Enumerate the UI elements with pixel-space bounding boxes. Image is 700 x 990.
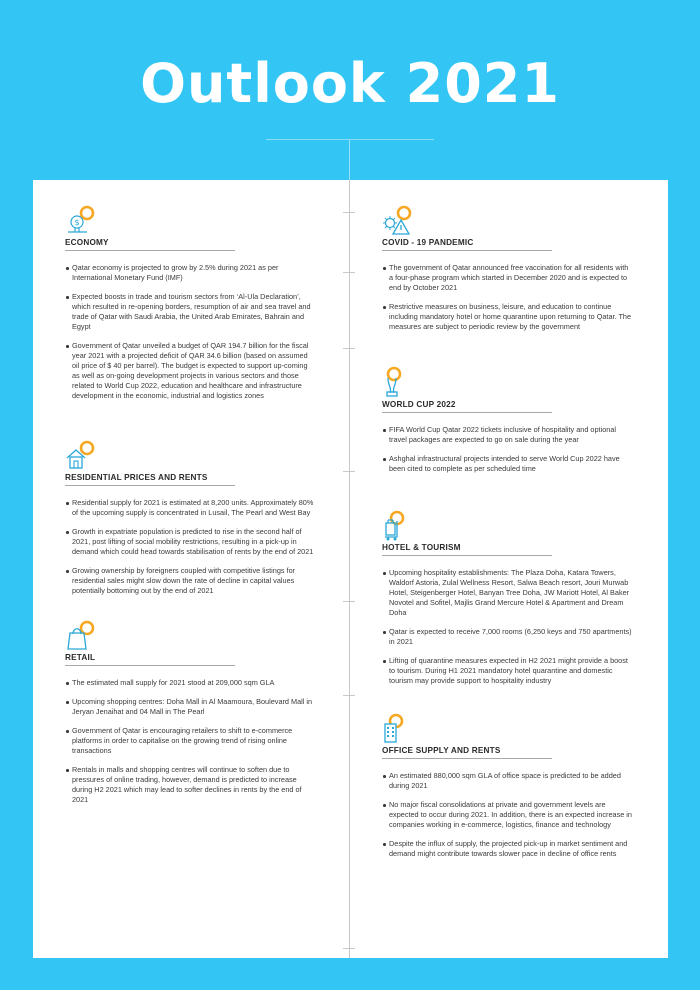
virus-warning-icon xyxy=(382,204,416,236)
list-item: Lifting of quarantine measures expected in H2 2021 might provide a boost to tourism. During H1 2021 mandatory hotel quarantine and domestic tourism may provide support to hospitality industry xyxy=(382,656,632,686)
section-heading: RESIDENTIAL PRICES AND RENTS xyxy=(65,473,235,486)
list-item: No major fiscal consolidations at private and government levels are expected to occur during 2021. In addition, there is an expected increase in companies working in e-commerce, logistics, finance and technology xyxy=(382,800,632,830)
section-heading: COVID - 19 PANDEMIC xyxy=(382,238,552,251)
divider-tick xyxy=(343,601,355,602)
list-item: Residential supply for 2021 is estimated at 8,200 units. Approximately 80% of the upcoming supply is concentrated in Lusail, The Pearl and West Bay xyxy=(65,498,315,518)
page-title: Outlook 2021 xyxy=(140,52,560,115)
list-item: Expected boosts in trade and tourism sectors from ‘Al-Ula Declaration’, which resulted in re-opening borders, resumption of air and sea travel and trade of Qatar with Saudi Arabia, the United Arab Emirates, Bahrain and Egypt xyxy=(65,292,315,332)
divider-tick xyxy=(343,348,355,349)
list-item: Qatar economy is projected to grow by 2.5% during 2021 as per International Monetary Fund (IMF) xyxy=(65,263,315,283)
bullet-list xyxy=(65,263,315,401)
house-icon xyxy=(65,439,99,471)
economy-coin-bulb-icon xyxy=(65,204,99,236)
divider-tick xyxy=(343,948,355,949)
list-item: Qatar is expected to receive 7,000 rooms (6,250 keys and 750 apartments) in 2021 xyxy=(382,627,632,647)
list-item: Government of Qatar is encouraging retailers to shift to e-commerce platforms in order to capitalise on the growing trend of rising online transactions xyxy=(65,726,315,756)
bullet-list xyxy=(65,678,315,805)
list-item: Ashghal infrastructural projects intended to serve World Cup 2022 have been cited to complete as per scheduled time xyxy=(382,454,632,474)
list-item: Growing ownership by foreigners coupled with competitive listings for residential sales might slow down the rate of decline in capital values potentially bottoming out by the end of 2021 xyxy=(65,566,315,596)
list-item: The estimated mall supply for 2021 stood at 209,000 sqm GLA xyxy=(65,678,315,688)
list-item: FIFA World Cup Qatar 2022 tickets inclusive of hospitality and optional travel packages are expected to go on sale during the year xyxy=(382,425,632,445)
bullet-list xyxy=(382,425,632,474)
bullet-list xyxy=(382,771,632,859)
section-economy xyxy=(65,204,315,401)
luggage-cart-icon xyxy=(382,509,416,541)
bullet-list xyxy=(382,263,632,332)
divider-tick xyxy=(343,695,355,696)
section-office xyxy=(382,712,632,859)
svg-text:$: $ xyxy=(74,218,80,227)
shopping-bag-icon xyxy=(65,619,99,651)
list-item: Upcoming hospitality establishments: The Plaza Doha, Katara Towers, Waldorf Astoria, Zulal Wellness Resort, Salwa Beach resort, Jouri Murwab Hotel, Steigenberger Hotel, Banyan Tree Doha, JW Mariott Hotel, Al Baker Novotel and Sofitel, Majlis Grand Mercure Hotel & Apartment and Dream Doha xyxy=(382,568,632,618)
section-retail xyxy=(65,619,315,805)
content-panel xyxy=(33,180,668,958)
section-heading: ECONOMY xyxy=(65,238,235,251)
bullet-list xyxy=(382,568,632,686)
list-item: Government of Qatar unveiled a budget of QAR 194.7 billion for the fiscal year 2021 with a projected deficit of QAR 34.6 billion (based on assumed oil price of $ 40 per barrel). The budget is expected to support up-coming as well as on-going development projects in various sectors and those related to World Cup 2022, education and healthcare and infrastructure development in the economic, industrial and logistics zones xyxy=(65,341,315,401)
section-heading: WORLD CUP 2022 xyxy=(382,400,552,413)
section-covid xyxy=(382,204,632,332)
trophy-icon xyxy=(382,366,416,398)
list-item: The government of Qatar announced free vaccination for all residents with a four-phase program which started in December 2020 and is expected to end by October 2021 xyxy=(382,263,632,293)
list-item: Restrictive measures on business, leisure, and education to continue including mandatory hotel or home quarantine upon returning to Qatar. The measures are subject to periodic review by the government xyxy=(382,302,632,332)
list-item: Upcoming shopping centres: Doha Mall in Al Maamoura, Boulevard Mall in Jeryan Jenaihat and 04 Mall in The Pearl xyxy=(65,697,315,717)
list-item: Growth in expatriate population is predicted to rise in the second half of 2021, post lifting of social mobility restrictions, resulting in a pick-up in demand which could head towards stabilisation of rents by the end of 2021 xyxy=(65,527,315,557)
section-hotel-tourism xyxy=(382,509,632,686)
center-divider xyxy=(349,180,350,958)
center-divider-top xyxy=(349,140,350,180)
section-heading: HOTEL & TOURISM xyxy=(382,543,552,556)
section-residential xyxy=(65,439,315,596)
divider-tick xyxy=(343,471,355,472)
list-item: Rentals in malls and shopping centres will continue to soften due to pressures of online trading, however, demand is predicted to increase during H2 2021 which may lead to softer declines in rents by the end of 2021 xyxy=(65,765,315,805)
section-world-cup xyxy=(382,366,632,474)
list-item: Despite the influx of supply, the projected pick-up in market sentiment and demand might contribute towards slower pace in decline of office rents xyxy=(382,839,632,859)
office-building-icon xyxy=(382,712,416,744)
bullet-list xyxy=(65,498,315,596)
divider-tick xyxy=(343,272,355,273)
list-item: An estimated 880,000 sqm GLA of office space is predicted to be added during 2021 xyxy=(382,771,632,791)
divider-tick xyxy=(343,212,355,213)
section-heading: OFFICE SUPPLY AND RENTS xyxy=(382,746,552,759)
section-heading: RETAIL xyxy=(65,653,235,666)
title-underline xyxy=(266,139,434,140)
